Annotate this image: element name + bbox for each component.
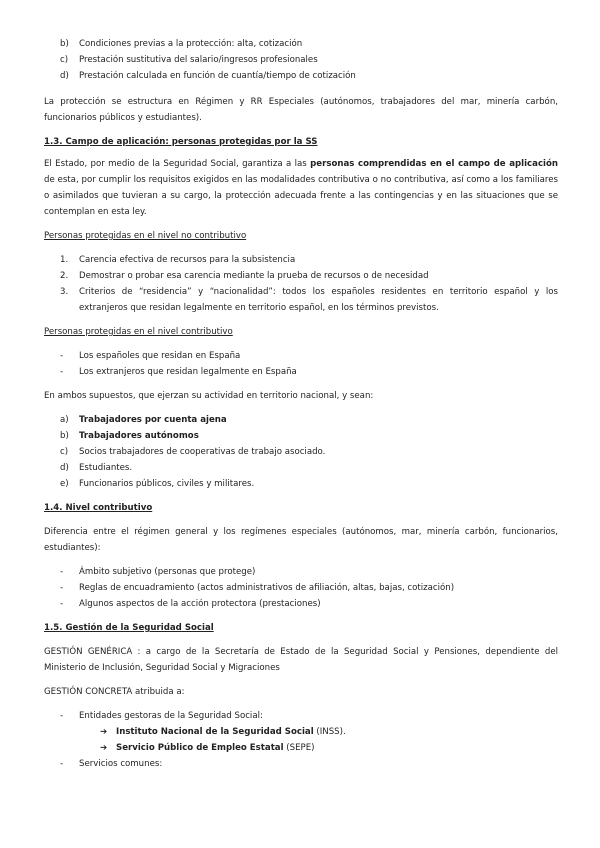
list-no-contributivo xyxy=(44,252,558,316)
paragraph-estado: El Estado, por medio de la Seguridad Social, garantiza a las personas comprendidas en el campo de aplicación de esta, por cumplir los requisitos exigidos en las modalidades contributiva o no contributiva, así como a los familiares o asimilados que tuvieran a su cargo, la protección adecuada frente a las contingencias y en las situaciones que se contemplan en esta ley. xyxy=(44,159,558,217)
section-heading-nivel: 1.4. Nivel contributivo xyxy=(44,503,153,513)
list-item: - Los españoles que residan en España xyxy=(60,351,241,361)
list-item-entidades: - Entidades gestoras de la Seguridad Social: xyxy=(60,711,263,721)
list-item: b) Condiciones previas a la protección: alta, cotización xyxy=(60,39,303,49)
list-item: - Reglas de encuadramiento (actos administrativos de afiliación, altas, bajas, cotización) xyxy=(60,583,455,593)
section-heading-gestion: 1.5. Gestión de la Seguridad Social xyxy=(44,623,214,633)
list-item: - Los extranjeros que residan legalmente en España xyxy=(60,367,297,377)
subheading-no-contributivo: Personas protegidas en el nivel no contributivo xyxy=(44,231,247,241)
paragraph-estructura: La protección se estructura en Régimen y RR Especiales (autónomos, trabajadores del mar, minería carbón, funcionarios públicos y estudiantes). xyxy=(44,97,558,123)
list-item: - Algunos aspectos de la acción protectora (prestaciones) xyxy=(60,599,321,609)
list-item: 3. Criterios de “residencia” y “nacionalidad”: todos los españoles residentes en territorio español y los extranjeros que residan legalmente en territorio español, en los términos previstos. xyxy=(60,287,558,313)
list-item: c) Prestación sustitutiva del salario/ingresos profesionales xyxy=(60,55,318,65)
list-item: e) Funcionarios públicos, civiles y militares. xyxy=(60,479,255,489)
list-item: d) Estudiantes. xyxy=(60,463,133,473)
list-item: d) Prestación calculada en función de cuantía/tiempo de cotización xyxy=(60,71,356,81)
list-item: 1. Carencia efectiva de recursos para la subsistencia xyxy=(60,255,296,265)
section-heading-campo: 1.3. Campo de aplicación: personas protegidas por la SS xyxy=(44,137,318,147)
list-item-servicios: - Servicios comunes: xyxy=(60,759,163,769)
sub-item-sepe: ➔ Servicio Público de Empleo Estatal (SEPE) xyxy=(100,740,558,756)
list-diferencia xyxy=(44,564,558,612)
list-top xyxy=(44,36,558,84)
arrow-right-icon: ➔ xyxy=(100,743,108,753)
list-trabajadores xyxy=(44,412,558,492)
list-item: c) Socios trabajadores de cooperativas de trabajo asociado. xyxy=(60,447,326,457)
paragraph-ambos: En ambos supuestos, que ejerzan su actividad en territorio nacional, y sean: xyxy=(44,391,374,401)
document-page xyxy=(44,36,558,772)
subheading-contributivo: Personas protegidas en el nivel contributivo xyxy=(44,327,233,337)
paragraph-gestion-concreta: GESTIÓN CONCRETA atribuida a: xyxy=(44,687,185,697)
paragraph-gestion-generica: GESTIÓN GENÉRICA : a cargo de la Secretaría de Estado de la Seguridad Social y Pensiones, dependiente del Ministerio de Inclusión, Seguridad Social y Migraciones xyxy=(44,647,558,673)
list-item: b) Trabajadores autónomos xyxy=(60,431,199,441)
paragraph-diferencia: Diferencia entre el régimen general y los regímenes especiales (autónomos, mar, minería carbón, funcionarios, estudiantes): xyxy=(44,527,558,553)
list-item: 2. Demostrar o probar esa carencia mediante la prueba de recursos o de necesidad xyxy=(60,271,429,281)
sub-item-inss: ➔ Instituto Nacional de la Seguridad Social (INSS). xyxy=(100,724,558,740)
list-item: a) Trabajadores por cuenta ajena xyxy=(60,415,227,425)
arrow-right-icon: ➔ xyxy=(100,727,108,737)
list-contributivo xyxy=(44,348,558,380)
list-item: - Ámbito subjetivo (personas que protege) xyxy=(60,567,256,577)
